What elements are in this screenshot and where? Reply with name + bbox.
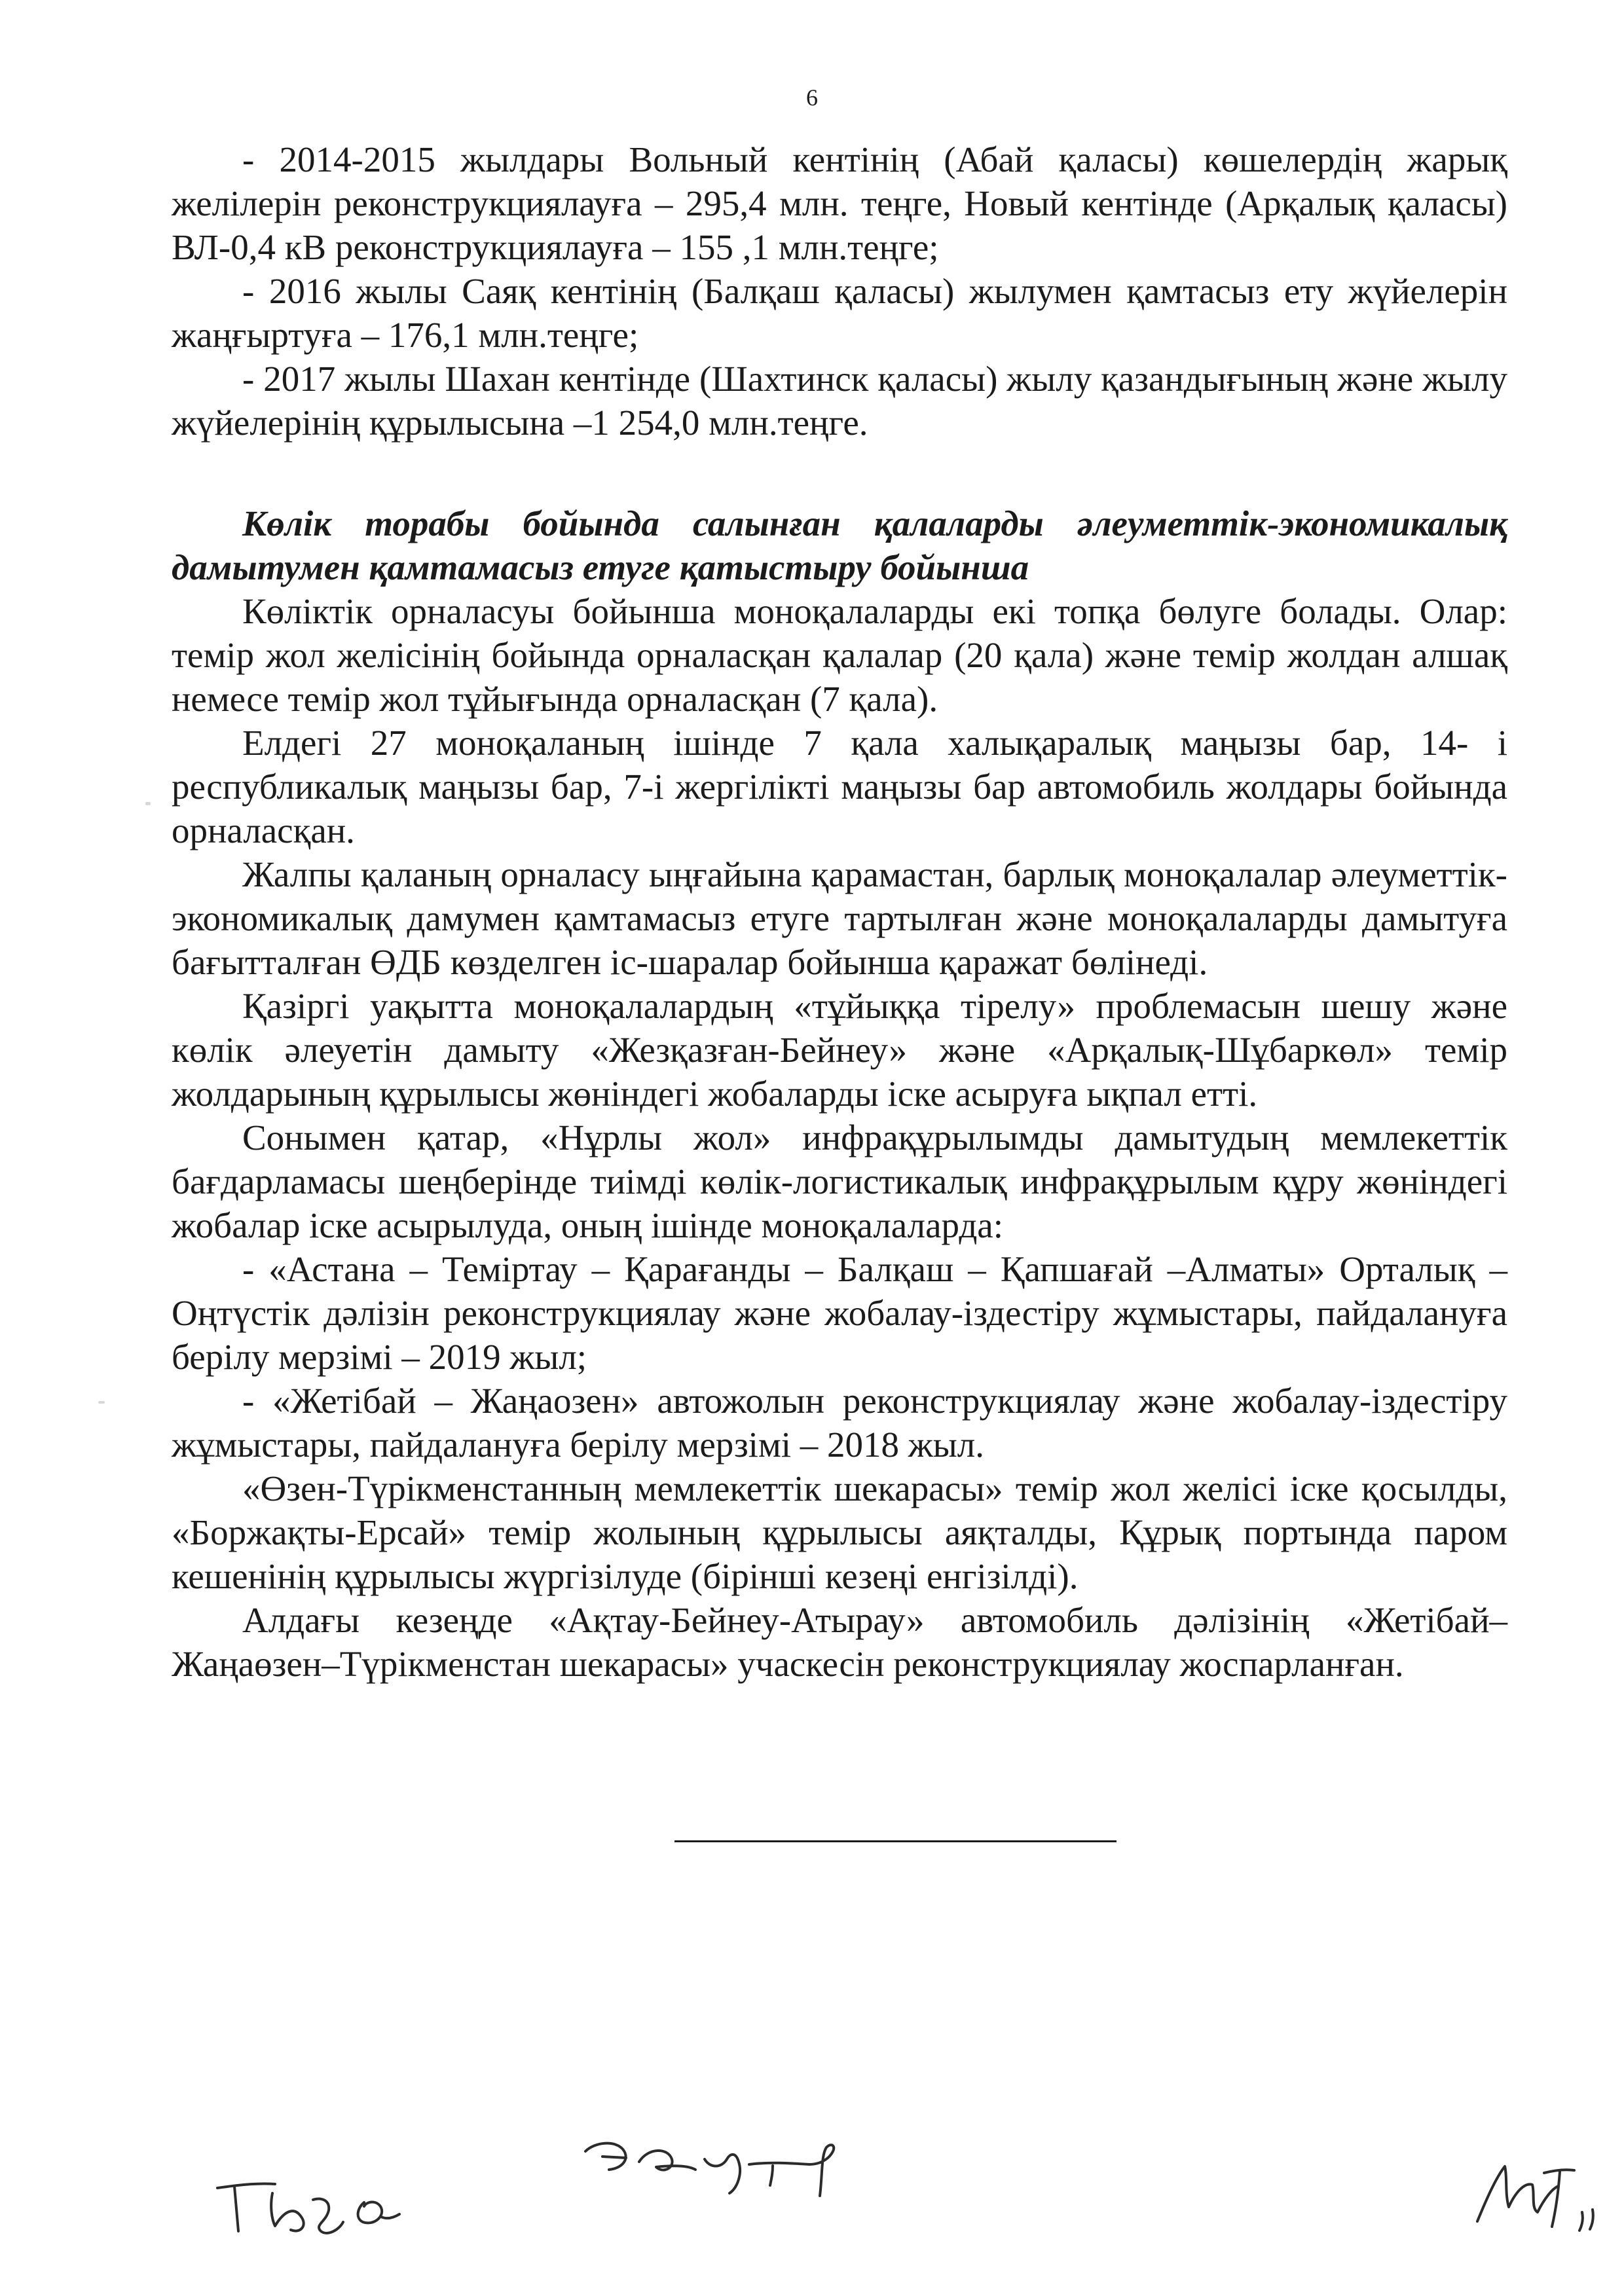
paragraph-road-significance: Елдегі 27 моноқаланың ішінде 7 қала халықаралық маңызы бар, 14- і республикалық маңызы бар, 7-і жергілікті маңызы бар автомобиль жолдары бойында орналасқан.	[172, 723, 1507, 850]
paragraph-funding-2016: - 2016 жылы Саяқ кентінің (Балқаш қаласы) жылумен қамтасыз ету жүйелерін жаңғыртуға – 176,1 млн.теңге;	[172, 271, 1507, 355]
signature-middle	[576, 2128, 884, 2206]
paragraph-funding-allocation: Жалпы қаланың орналасу ыңғайына қарамастан, барлық моноқалалар әлеуметтік-экономикалық дамумен қамтамасыз етуге тартылған және моноқалаларды дамытуға бағытталған ӨДБ көзделген іс-шаралар бойынша қаражат бөлінеді.	[172, 854, 1507, 982]
paragraph-zhetibay-zhanaozen: - «Жетібай – Жаңаозен» автожолын реконструкциялау және жобалау-іздестіру жұмыстары, пайдалануға берілу мерзімі – 2018 жыл.	[172, 1381, 1507, 1465]
scan-speck	[98, 1401, 105, 1404]
paragraph-corridor-astana-almaty: - «Астана – Теміртау – Қарағанды – Балқаш – Қапшағай –Алматы» Орталық – Оңтүстік дәлізін реконструкциялау және жобалау-іздестіру жұмыстары, пайдалануға берілу мерзімі – 2019 жыл;	[172, 1249, 1507, 1377]
closing-rule	[674, 1840, 1116, 1842]
page-number: 6	[806, 84, 818, 111]
document-body	[172, 137, 1507, 1686]
section-heading: Көлік торабы бойында салынған қалаларды әлеуметтік-экономикалық дамытумен қамтамасыз етуге қатыстыру бойынша	[172, 503, 1507, 587]
paragraph-funding-2017: - 2017 жылы Шахан кентінде (Шахтинск қаласы) жылу қазандығының және жылу жүйелерінің құрылысына –1 254,0 млн.теңге.	[172, 359, 1507, 443]
scan-speck	[145, 802, 151, 805]
paragraph-transport-groups: Көліктік орналасуы бойынша моноқалаларды екі топқа бөлуге болады. Олар: темір жол желісінің бойында орналасқан қалалар (20 қала) және темір жолдан алшақ немесе темір жол тұйығында орналасқан (7 қала).	[172, 591, 1507, 719]
signature-right	[1467, 2144, 1611, 2242]
paragraph-nurly-zhol: Сонымен қатар, «Нұрлы жол» инфрақұрылымды дамытудың мемлекеттік бағдарламасы шеңберінде тиімді көлік-логистикалық инфрақұрылым құру жөніндегі жобалар іске асырылуда, оның ішінде моноқалаларда:	[172, 1118, 1507, 1245]
signature-left	[210, 2154, 419, 2246]
paragraph-ozen-railway: «Өзен-Түрікменстанның мемлекеттік шекарасы» темір жол желісі іске қосылды, «Боржақты-Ерсай» темір жолының құрылысы аяқталды, Құрық портында паром кешенінің құрылысы жүргізілуде (бірінші кезеңі енгізілді).	[172, 1468, 1507, 1596]
paragraph-dead-end-problem: Қазіргі уақытта моноқалалардың «тұйыққа тірелу» проблемасын шешу және көлік әлеуетін дамыту «Жезқазған-Бейнеу» және «Арқалық-Шұбаркөл» темір жолдарының құрылысы жөніндегі жобаларды іске асыруға ықпал етті.	[172, 986, 1507, 1114]
paragraph-aktau-corridor: Алдағы кезеңде «Ақтау-Бейнеу-Атырау» автомобиль дәлізінің «Жетібай–Жаңаөзен–Түрікменстан шекарасы» учаскесін реконструкциялау жоспарланған.	[172, 1600, 1507, 1684]
paragraph-funding-2014-2015: - 2014-2015 жылдары Вольный кентінің (Абай қаласы) көшелердің жарық желілерін реконструкциялауға – 295,4 млн. теңге, Новый кентінде (Арқалық қаласы) ВЛ-0,4 кВ реконструкциялауға – 155 ,1 млн.теңге;	[172, 139, 1507, 267]
